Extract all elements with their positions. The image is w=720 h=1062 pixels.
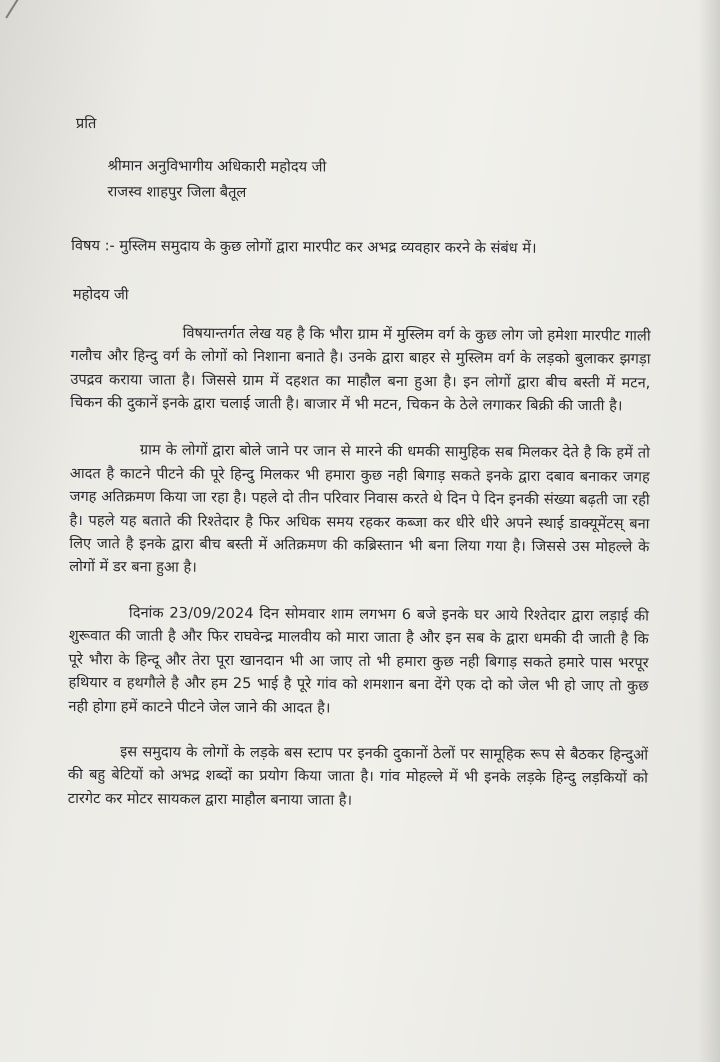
subject-line: विषय :- मुस्लिम समुदाय के कुछ लोगों द्वारा मारपीट कर अभद्र व्यवहार करने के संबंध में। bbox=[71, 237, 537, 258]
paragraph-2: ग्राम के लोगों द्वारा बोले जाने पर जान से मारने की धमकी सामुहिक सब मिलकर देते है कि हमें तो आदत है काटने पीटने की पूरे हिन्दु मिलकर भी हमारा कुछ नही बिगाड़ सकते इनके द्वारा दबाव बनाकर जगह जगह अतिक्रमण किया जा रहा है। पहले दो तीन परिवार निवास करते थे दिन पे दिन इनकी संख्या बढ़ती जा रही है। पहले यह बताते की रिश्तेदार है फिर अधिक समय रहकर कब्जा कर धीरे धीरे अपने स्थाई डाक्यूमेंटस् बना लिए जाते है इनके द्वारा बीच बस्ती में अतिक्रमण की कब्रिस्तान भी बना लिया गया है। जिससे उस मोहल्ले के लोगों में डर बना हुआ है। bbox=[69, 441, 650, 577]
greeting: महोदय जी bbox=[72, 286, 129, 304]
letter-body bbox=[68, 112, 652, 814]
page-edge-shadow bbox=[698, 0, 720, 1062]
salutation-to: प्रति bbox=[75, 115, 97, 133]
paragraph-4: इस समुदाय के लोगों के लड़के बस स्टाप पर इनकी दुकानों ठेलों पर सामूहिक रूप से बैठकर हिन्दुओं की बहु बेटियों को अभद्र शब्दों का प्रयोग किया जाता है। गांव मोहल्ले में भी इनके लड़के हिन्दु लड़कियों को टारगेट कर मोटर सायकल द्वारा माहौल बनाया जाता है। bbox=[67, 743, 649, 809]
pen-mark bbox=[5, 0, 20, 19]
recipient-line-1: श्रीमान अनुविभागीय अधिकारी महोदय जी bbox=[107, 157, 327, 176]
paragraph-3: दिनांक 23/09/2024 दिन सोमवार शाम लगभग 6 बजे इनके घर आये रिश्तेदार द्वारा लड़ाई की शुरूवात की जाती है और फिर राघवेन्द्र मालवीय को मारा जाता है और इन सब के द्वारा धमकी दी जाती है कि पूरे भौरा के हिन्दू और तेरा पूरा खानदान भी आ जाए तो भी हमारा कुछ नही बिगाड़ सकते हमारे पास भरपूर हथियार व हथगौले है और हम 25 भाई है पूरे गांव को शमशान बना देंगे एक दो को जेल भी हो जाए तो कुछ नही होगा हमें काटने पीटने जेल जाने की आदत है। bbox=[68, 604, 649, 717]
paragraph-1: विषयान्तर्गत लेख यह है कि भौरा ग्राम में मुस्लिम वर्ग के कुछ लोग जो हमेशा मारपीट गाली गलौच और हिन्दु वर्ग के लोगों को निशाना बनाते है। उनके द्वारा बाहर से मुस्लिम वर्ग के लड़को बुलाकर झगड़ा उपद्रव कराया जाता है। जिससे ग्राम में दहशत का माहौल बना हुआ है। इन लोगों द्वारा बीच बस्ती में मटन, चिकन की दुकानें इनके द्वारा चलाई जाती है। बाजार में भी मटन, चिकन के ठेले लगाकर बिक्री की जाती है। bbox=[70, 324, 651, 415]
recipient-line-2: राजस्व शाहपुर जिला बैतूल bbox=[107, 183, 247, 202]
